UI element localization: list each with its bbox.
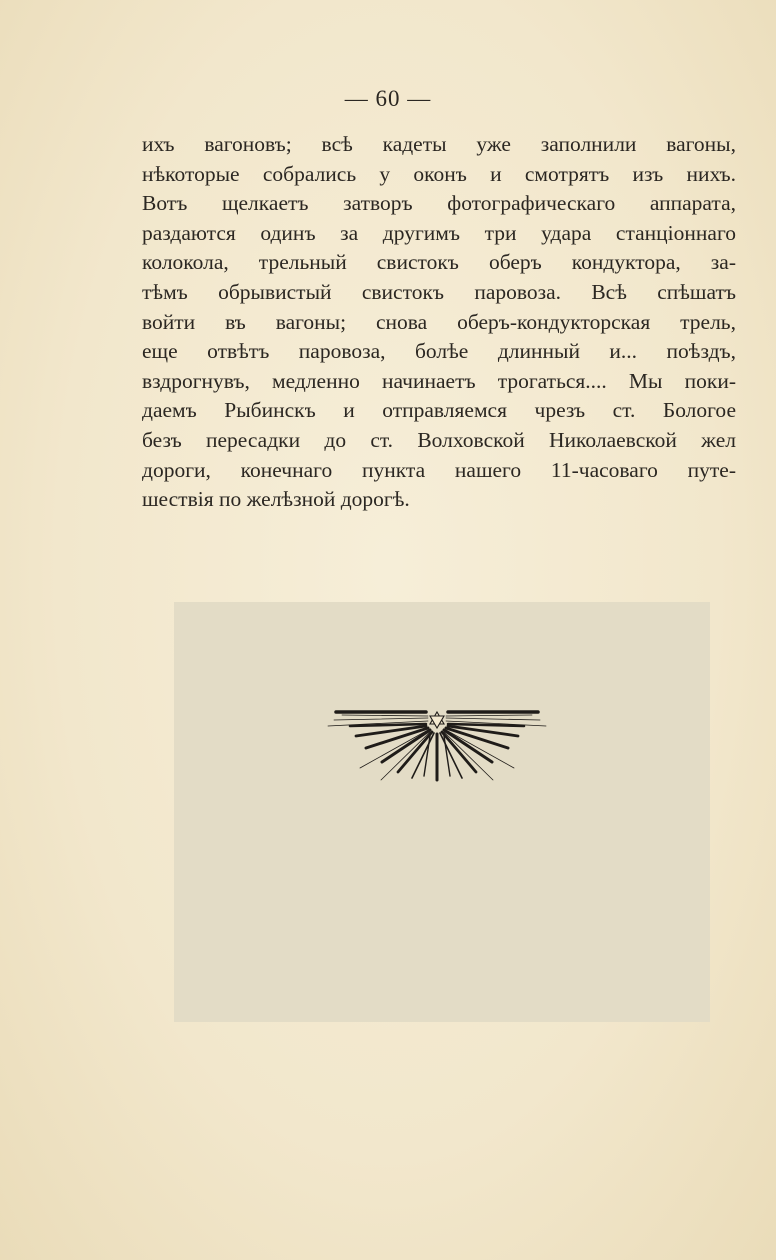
text-line: Вотъ щелкаетъ затворъ фотографическаго аппарата,	[142, 191, 736, 216]
text-line: дороги, конечнаго пункта нашего 11-часоваго путе-	[142, 457, 736, 482]
text-line: нѣкоторые собрались у оконъ и смотрятъ изъ нихъ.	[142, 161, 736, 186]
text-line: еще отвѣтъ паровоза, болѣе длинный и... поѣздъ,	[142, 339, 736, 364]
page-number: — 60 —	[344, 86, 432, 111]
text-line: безъ пересадки до ст. Волховской Николаевской жел	[142, 427, 736, 452]
text-line: ихъ вагоновъ; всѣ кадеты уже заполнили вагоны,	[142, 132, 736, 156]
text-line: раздаются одинъ за другимъ три удара станціоннаго	[142, 220, 736, 245]
star-burst-ornament-icon	[326, 706, 548, 782]
text-line: даемъ Рыбинскъ и отправляемся чрезъ ст. Бологое	[142, 398, 736, 423]
text-line: колокола, трельный свистокъ оберъ кондуктора, за-	[142, 250, 736, 275]
text-line: вздрогнувъ, медленно начинаетъ трогаться.... Мы поки-	[142, 368, 736, 393]
text-line: тѣмъ обрывистый свистокъ паровоза. Всѣ спѣшатъ	[142, 279, 736, 304]
text-line: шествія по желѣзной дорогѣ.	[142, 487, 410, 512]
plate-impression	[174, 602, 710, 1022]
text-line: войти въ вагоны; снова оберъ-кондукторская трель,	[142, 309, 736, 334]
body-text	[142, 130, 736, 515]
